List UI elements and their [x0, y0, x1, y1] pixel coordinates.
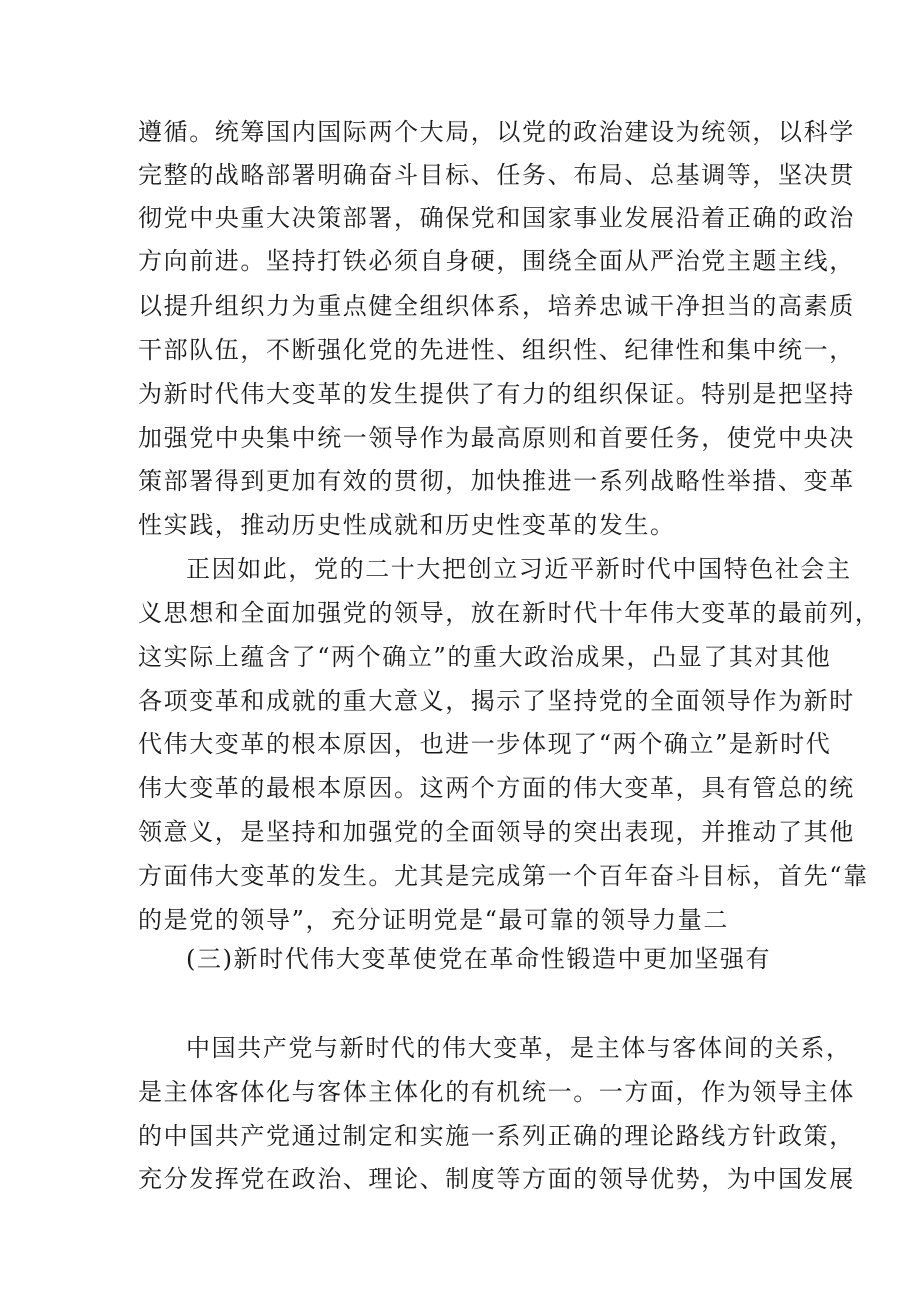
text-line: 领意义，是坚持和加强党的全面领导的突出表现，并推动了其他	[138, 818, 855, 846]
text-line: 策部署得到更加有效的贯彻，加快推进一系列战略性举措、变革	[138, 467, 855, 495]
text-line: 是主体客体化与客体主体化的有机统一。一方面，作为领导主体	[138, 1078, 855, 1106]
text-line: 为新时代伟大变革的发生提供了有力的组织保证。特别是把坚持	[138, 380, 855, 408]
text-line: 各项变革和成就的重大意义，揭示了坚持党的全面领导作为新时	[138, 687, 855, 715]
text-line: 的是党的领导”，充分证明党是“最可靠的领导力量二	[138, 906, 729, 934]
text-line: 这实际上蕴含了“两个确立”的重大政治成果，凸显了其对其他	[138, 643, 832, 671]
text-line: 义思想和全面加强党的领导，放在新时代十年伟大变革的最前列，	[138, 599, 881, 627]
text-line: 伟大变革的最根本原因。这两个方面的伟大变革，具有管总的统	[138, 774, 855, 802]
section-heading: (三)新时代伟大变革使党在革命性锻造中更加坚强有	[186, 945, 772, 973]
text-line: 方向前进。坚持打铁必须自身硬，围绕全面从严治党主题主线，	[138, 247, 855, 275]
text-line: 加强党中央集中统一领导作为最高原则和首要任务，使党中央决	[138, 424, 855, 452]
text-line: 充分发挥党在政治、理论、制度等方面的领导优势，为中国发展	[138, 1165, 855, 1193]
text-line: 代伟大变革的根本原因，也进一步体现了“两个确立”是新时代	[138, 730, 832, 758]
text-line: 以提升组织力为重点健全组织体系，培养忠诚干净担当的高素质	[138, 292, 855, 320]
text-line: 彻党中央重大决策部署，确保党和国家事业发展沿着正确的政治	[138, 204, 855, 232]
text-line: 干部队伍，不断强化党的先进性、组织性、纪律性和集中统一，	[138, 336, 855, 364]
text-line: 完整的战略部署明确奋斗目标、任务、布局、总基调等，坚决贯	[138, 161, 855, 189]
text-line: 的中国共产党通过制定和实施一系列正确的理论路线方针政策，	[138, 1122, 855, 1150]
text-line: 性实践，推动历史性成就和历史性变革的发生。	[138, 511, 676, 539]
text-line: 中国共产党与新时代的伟大变革，是主体与客体间的关系，	[186, 1034, 852, 1062]
text-line: 遵循。统筹国内国际两个大局，以党的政治建设为统领，以科学	[138, 118, 855, 146]
text-line: 方面伟大变革的发生。尤其是完成第一个百年奋斗目标，首先“靠	[138, 862, 869, 890]
text-line: 正因如此，党的二十大把创立习近平新时代中国特色社会主	[186, 555, 852, 583]
